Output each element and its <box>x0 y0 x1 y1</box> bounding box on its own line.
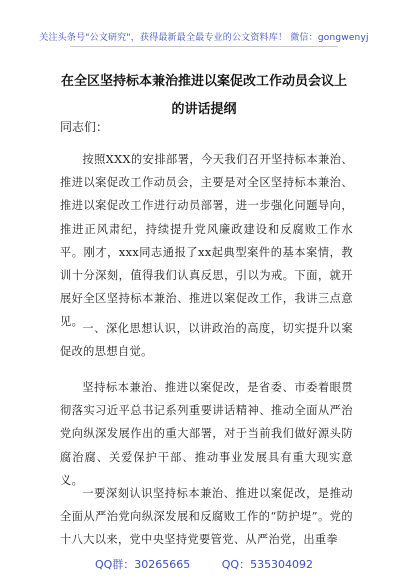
paragraph-point-1: 一要深刻认识坚持标本兼治、推进以案促改，是推动全面从严治党向纵深发展和反腐败工作的“防护堤”。党的十八大以来，党中央坚持党要管党、从严治党，出重拳 <box>60 487 353 547</box>
document-title: 在全区坚持标本兼治推进以案促改工作动员会议上的讲话提纲 <box>60 74 347 117</box>
footer-qq: QQ：535304092 <box>221 558 314 571</box>
header-divider <box>70 46 338 47</box>
salutation: 同志们： <box>60 120 109 134</box>
footer-qq-group: QQ群：30265665 <box>94 558 191 571</box>
header-banner: 关注头条号"公文研究"，获得最新最全最专业的公文资料库！ 微信：gongwenyj <box>39 33 369 43</box>
footer-contact <box>0 556 408 572</box>
paragraph-intro: 按照XXX的安排部署，今天我们召开坚持标本兼治、推进以案促改工作动员会，主要是对全区坚持标本兼治、推进以案促改工作进行动员部署，进一步强化问题导向，推进正风肃纪，持续提升党风廉政建设和反腐败工作水平。刚才，xxx同志通报了xx起典型案件的基本案情，教训十分深刻，值得我们认真反思，引以为戒。下面，就开展好全区坚持标本兼治、推进以案促改工作，我讲三点意见。 <box>60 153 353 329</box>
paragraph-significance: 坚持标本兼治、推进以案促改，是省委、市委着眼贯彻落实习近平总书记系列重要讲话精神、推动全面从严治党向纵深发展作出的重大部署，对于当前我们做好源头防腐治腐、关爱保护干部、推动事业发展具有重大现实意义。 <box>60 381 353 487</box>
section-heading-1: 一、深化思想认识，以讲政治的高度，切实提升以案促改的思想自觉。 <box>60 322 353 359</box>
